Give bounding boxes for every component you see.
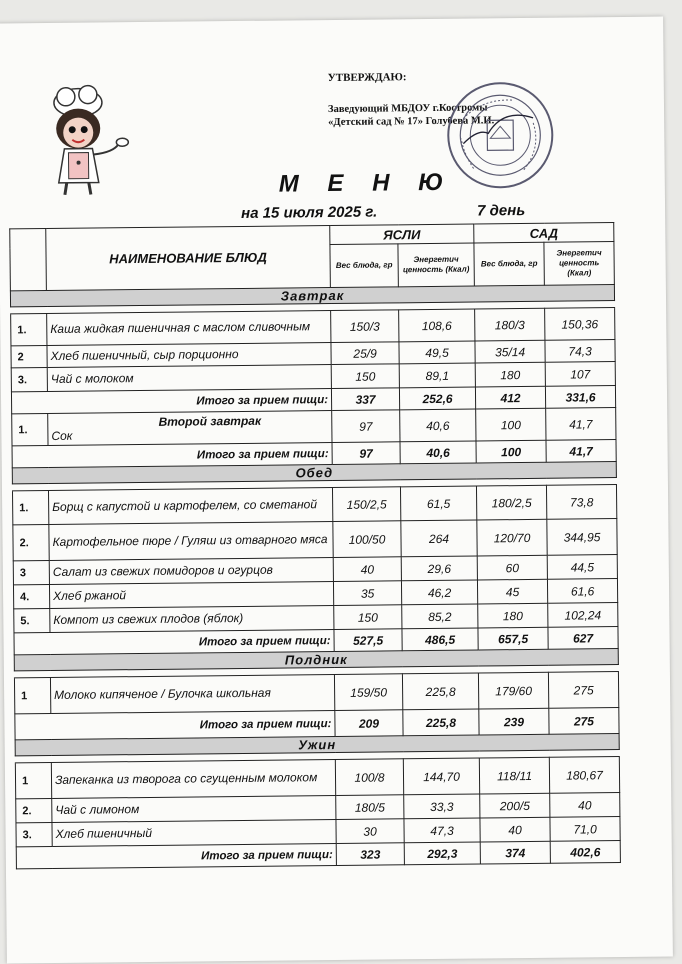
table-row: 2 Хлеб пшеничный, сыр порционно 25/9 49,5 35/14 74,3 bbox=[11, 340, 615, 368]
section-header: Обед bbox=[12, 462, 616, 484]
chef-girl-illustration bbox=[38, 82, 139, 198]
sad-energy-header: Энергетич ценность (Ккал) bbox=[544, 242, 614, 286]
section-header: Полдник bbox=[14, 649, 618, 671]
menu-title: М Е Н Ю bbox=[278, 168, 455, 198]
table-row: 1. Второй завтрак Сок 97 40,6 100 41,7 bbox=[12, 408, 616, 446]
sad-header: САД bbox=[474, 223, 614, 243]
table-row: 2. Чай с лимоном 180/5 33,3 200/5 40 bbox=[16, 793, 620, 823]
menu-sheet bbox=[0, 17, 673, 964]
menu-day: 7 день bbox=[476, 201, 526, 220]
total-row: Итого за прием пищи: 97 40,6 100 41,7 bbox=[12, 440, 616, 468]
table-row: 3. Чай с молоком 150 89,1 180 107 bbox=[11, 362, 615, 392]
table-row: 3. Хлеб пшеничный 30 47,3 40 71,0 bbox=[16, 817, 620, 847]
section-header: Второй завтрак bbox=[158, 413, 262, 429]
section-header: Завтрак bbox=[10, 285, 614, 307]
table-row: 1 Молоко кипяченое / Булочка школьная 159/50 225,8 179/60 275 bbox=[14, 672, 618, 714]
table-row: 1. Каша жидкая пшеничная с маслом сливочным 150/3 108,6 180/3 150,36 bbox=[11, 308, 615, 346]
section-header: Ужин bbox=[15, 734, 619, 756]
total-row: Итого за прием пищи: 323 292,3 374 402,6 bbox=[16, 841, 620, 869]
official-stamp bbox=[443, 78, 559, 194]
menu-date: на 15 июля 2025 г. bbox=[241, 203, 378, 222]
approve-label: УТВЕРЖДАЮ: bbox=[327, 71, 407, 85]
table-row: 3 Салат из свежих помидоров и огурцов 40 29,6 60 44,5 bbox=[13, 555, 617, 585]
dish-name-header: НАИМЕНОВАНИЕ БЛЮД bbox=[46, 226, 331, 291]
total-row: Итого за прием пищи: 527,5 486,5 657,5 627 bbox=[14, 627, 618, 655]
table-row: 1. Борщ с капустой и картофелем, со сметаной 150/2,5 61,5 180/2,5 73,8 bbox=[12, 485, 616, 525]
director-line: Заведующий МБДОУ г.Костромы bbox=[327, 102, 488, 116]
table-row: 1 Запеканка из творога со сгущенным молоком 100/8 144,70 118/11 180,67 bbox=[15, 757, 619, 799]
total-row: Итого за прием пищи: 209 225,8 239 275 bbox=[15, 708, 619, 740]
table-row: 4. Хлеб ржаной 35 46,2 45 61,6 bbox=[13, 579, 617, 609]
table-row: 5. Компот из свежих плодов (яблок) 150 85,2 180 102,24 bbox=[14, 603, 618, 633]
menu-table bbox=[9, 222, 621, 869]
total-row: Итого за прием пищи: 337 252,6 412 331,6 bbox=[11, 386, 615, 414]
kindergarten-line: «Детский сад № 17» Голубева М.И. bbox=[328, 115, 495, 129]
sad-weight-header: Вес блюда, гр bbox=[474, 242, 544, 286]
yasli-energy-header: Энергетич ценность (Ккал) bbox=[398, 243, 474, 287]
yasli-weight-header: Вес блюда, гр bbox=[330, 244, 398, 288]
yasli-header: ЯСЛИ bbox=[330, 224, 474, 245]
table-row: 2. Картофельное пюре / Гуляш из отварного мяса 100/50 264 120/70 344,95 bbox=[13, 519, 617, 561]
